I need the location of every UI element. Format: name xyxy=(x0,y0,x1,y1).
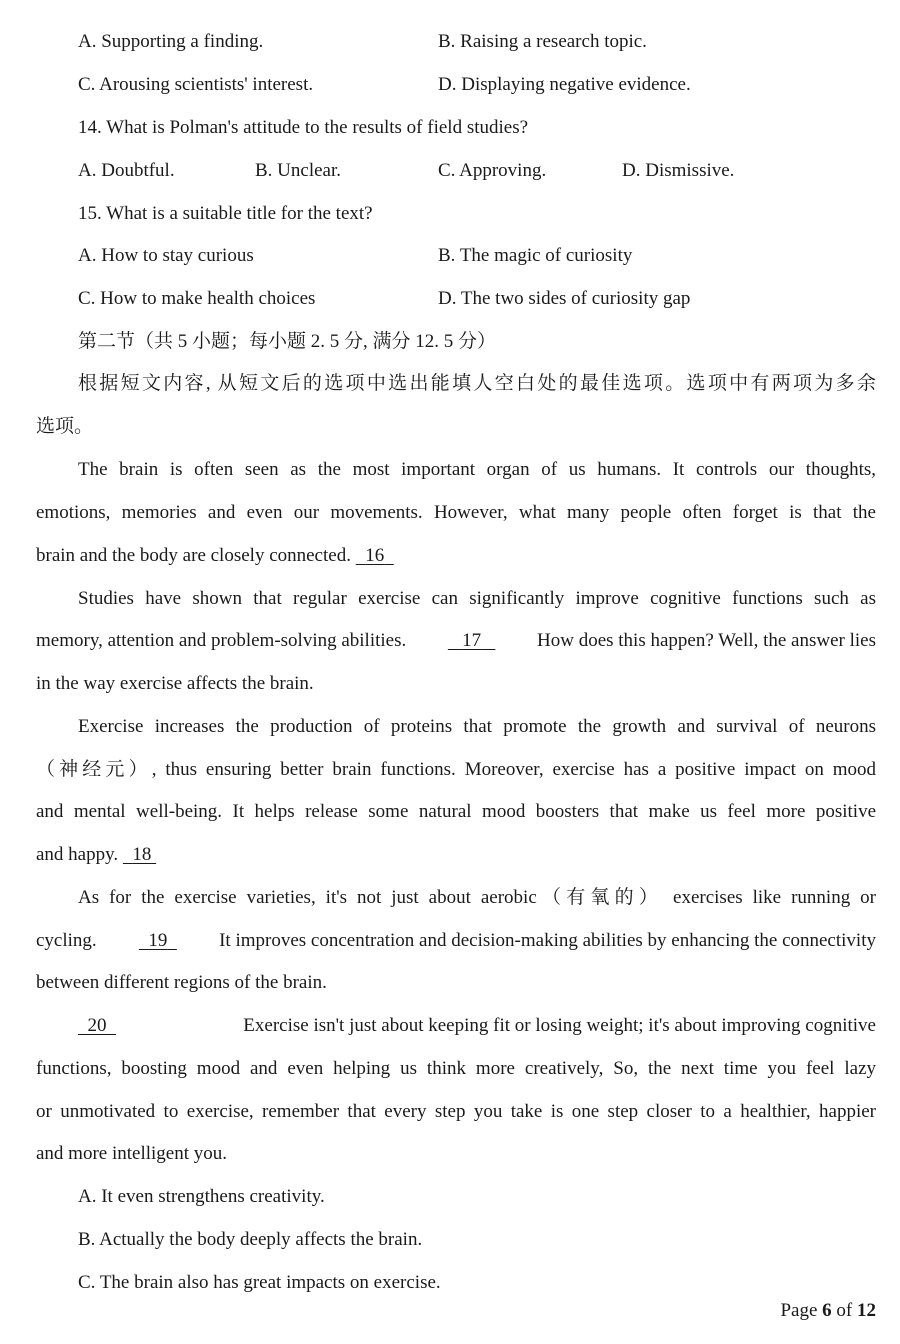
q13-option-b: B. Raising a research topic. xyxy=(438,31,647,52)
passage-p3-line4-text: and happy. xyxy=(36,844,119,865)
passage-p2-line1: Studies have shown that regular exercise can significantly improve cognitive functions such as xyxy=(78,588,876,609)
passage-p4-line1: As for the exercise varieties, it's not just about aerobic（有氧的） exercises like running or xyxy=(78,887,876,908)
passage-p2-line2-text-b: How does this happen? Well, the answer lies xyxy=(537,630,876,651)
q15-option-c: C. How to make health choices xyxy=(78,288,316,309)
blank-19: 19 xyxy=(148,930,168,951)
page-number-total: 12 xyxy=(857,1300,876,1321)
passage-p3-line4 xyxy=(36,842,156,868)
section2-instruction-line2: 选项。 xyxy=(36,416,94,437)
passage-p3-line2: （神经元）, thus ensuring better brain functions. Moreover, exercise has a positive impact on mood xyxy=(36,759,876,780)
blank-20: 20 xyxy=(87,1015,107,1036)
q14-option-d: D. Dismissive. xyxy=(622,160,735,181)
passage-p2-line2 xyxy=(36,628,876,654)
passage-p4-line3: between different regions of the brain. xyxy=(36,972,327,993)
q13-option-a: A. Supporting a finding. xyxy=(78,31,264,52)
passage-p3-line1: Exercise increases the production of proteins that promote the growth and survival of neurons xyxy=(78,716,876,737)
page-number-current: 6 xyxy=(822,1300,832,1321)
blank-18: 18 xyxy=(132,844,152,865)
section2-heading: 第二节（共 5 小题；每小题 2. 5 分, 满分 12. 5 分） xyxy=(78,331,497,352)
passage-p4-line2 xyxy=(36,928,876,954)
passage-p5-line1 xyxy=(78,1013,876,1039)
section2-instruction-line1: 根据短文内容, 从短文后的选项中选出能填人空白处的最佳选项。选项中有两项为多余 xyxy=(78,373,876,394)
passage-p4-line2-text-b: It improves concentration and decision-making abilities by enhancing the connectivity xyxy=(219,930,876,951)
option-b: B. Actually the body deeply affects the brain. xyxy=(78,1229,423,1250)
q15-option-b: B. The magic of curiosity xyxy=(438,245,633,266)
passage-p5-line1-text: Exercise isn't just about keeping fit or losing weight; it's about improving cognitive xyxy=(243,1015,876,1036)
blank-17: 17 xyxy=(462,630,482,651)
q14-option-b: B. Unclear. xyxy=(255,160,342,181)
q13-option-c: C. Arousing scientists' interest. xyxy=(78,74,314,95)
blank-16: 16 xyxy=(365,545,385,566)
q14-option-a: A. Doubtful. xyxy=(78,160,175,181)
passage-p2-line2-text-a: memory, attention and problem-solving abilities. xyxy=(36,630,407,651)
page-number-prefix: Page xyxy=(780,1300,818,1321)
passage-p4-line2-text-a: cycling. xyxy=(36,930,97,951)
q13-option-d: D. Displaying negative evidence. xyxy=(438,74,691,95)
q15-option-d: D. The two sides of curiosity gap xyxy=(438,288,691,309)
q14-option-c: C. Approving. xyxy=(438,160,547,181)
option-c: C. The brain also has great impacts on exercise. xyxy=(78,1272,441,1293)
passage-p1-line3-text: brain and the body are closely connected. xyxy=(36,545,351,566)
passage-p3-line3: and mental well-being. It helps release some natural mood boosters that make us feel more positive xyxy=(36,801,876,822)
q15-option-a: A. How to stay curious xyxy=(78,245,254,266)
q15-stem: 15. What is a suitable title for the text? xyxy=(78,203,373,224)
option-a: A. It even strengthens creativity. xyxy=(78,1186,325,1207)
page-number xyxy=(780,1298,876,1324)
page-number-of: of xyxy=(836,1300,853,1321)
passage-p5-line4: and more intelligent you. xyxy=(36,1143,228,1164)
passage-p5-line3: or unmotivated to exercise, remember that every step you take is one step closer to a healthier, happier xyxy=(36,1101,876,1122)
passage-p2-line3: in the way exercise affects the brain. xyxy=(36,673,314,694)
q14-stem: 14. What is Polman's attitude to the results of field studies? xyxy=(78,117,529,138)
passage-p1-line2: emotions, memories and even our movements. However, what many people often forget is that the xyxy=(36,502,876,523)
passage-p1-line3 xyxy=(36,543,394,569)
passage-p1-line1: The brain is often seen as the most important organ of us humans. It controls our thoughts, xyxy=(78,459,876,480)
passage-p5-line2: functions, boosting mood and even helping us think more creatively, So, the next time you feel lazy xyxy=(36,1058,876,1079)
